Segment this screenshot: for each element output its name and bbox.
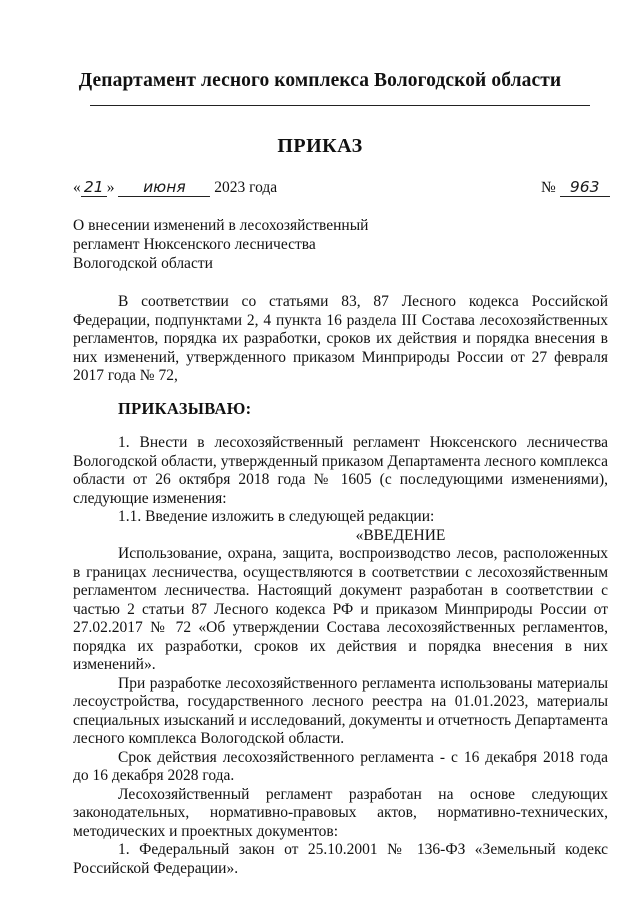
paragraph-1: 1. Внести в лесохозяйственный регламент Нюксенского лесничества Вологодской области, утвержденный приказом Департамента лесного комплекса области от 26 октября 2018 года № 1605 (с последующими изменениями), следующие изменения:	[73, 434, 608, 507]
number-label: №	[541, 179, 556, 196]
introduction-heading: «ВВЕДЕНИЕ	[355, 526, 446, 544]
preamble-text: В соответствии со статьями 83, 87 Лесного кодекса Российской Федерации, подпунктами 2, 4 пункта 16 раздела III Состава лесохозяйственных регламентов, порядка их разработки, сроков их действия и порядка внесения в них изменений, утвержденного приказом Минприроды России от 27 февраля 2017 года № 72,	[73, 293, 608, 384]
paragraph-law-1: 1. Федеральный закон от 25.10.2001 № 136-ФЗ «Земельный кодекс Российской Федерации».	[73, 841, 608, 877]
subject-block	[73, 216, 368, 273]
paragraph-1-1: 1.1. Введение изложить в следующей редакции:	[118, 508, 435, 525]
close-quote: »	[106, 179, 115, 196]
department-name: Департамент лесного комплекса Вологодской области	[78, 70, 562, 91]
paragraph-introduction: Использование, охрана, защита, воспроизводство лесов, расположенных в границах лесничества, осуществляются в соответствии с лесохозяйственным регламентом лесничества. Настоящий документ разработан в соответствии с частью 2 статьи 87 Лесного кодекса РФ и приказом Минприроды России от 27.02.2017 № 72 «Об утверждении Состава лесохозяйственных регламентов, порядка их разработки, сроков их действия и порядка внесения в них изменений».	[73, 545, 608, 673]
paragraph-validity: Срок действия лесохозяйственного регламента - с 16 декабря 2018 года до 16 декабря 2028 года.	[73, 748, 608, 784]
subject-line: О внесении изменений в лесохозяйственный	[73, 217, 369, 234]
paragraph-basis: Лесохозяйственный регламент разработан на основе следующих законодательных, нормативно-правовых актов, нормативно-технических, методических и проектных документов:	[73, 785, 608, 840]
subject-line: регламент Нюксенского лесничества	[73, 236, 316, 253]
order-content	[73, 434, 608, 878]
order-word: ПРИКАЗЫВАЮ:	[118, 399, 252, 418]
header-divider	[90, 105, 590, 106]
order-number	[541, 178, 610, 197]
handwritten-day: 21	[81, 178, 107, 197]
document-title: ПРИКАЗ	[277, 135, 363, 157]
handwritten-month: июня	[118, 178, 210, 197]
date-line	[73, 178, 277, 197]
open-quote: «	[73, 179, 81, 196]
subject-line: Вологодской области	[73, 255, 213, 272]
preamble-block	[73, 293, 608, 386]
paragraph-materials: При разработке лесохозяйственного регламента использованы материалы лесоустройства, государственного лесного реестра на 01.01.2023, материалы специальных изысканий и исследований, документы и отчетность Департамента лесного комплекса Вологодской области.	[73, 674, 608, 747]
handwritten-number: 963	[560, 178, 610, 197]
year-text: 2023 года	[214, 179, 278, 196]
